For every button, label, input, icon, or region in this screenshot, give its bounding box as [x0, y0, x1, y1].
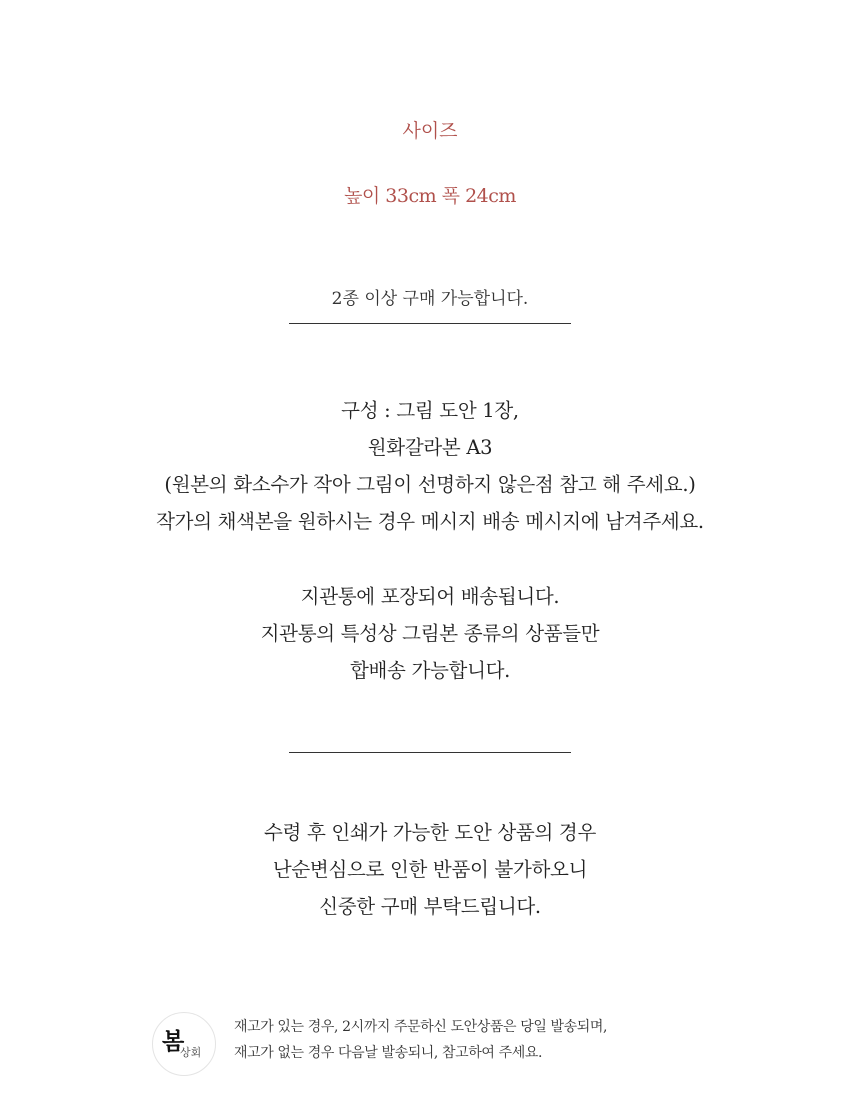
composition-line: 작가의 채색본을 원하시는 경우 메시지 배송 메시지에 남겨주세요.: [156, 510, 704, 533]
section-divider: [289, 752, 571, 753]
notice-line: 신중한 구매 부탁드립니다.: [319, 895, 541, 918]
logo-main-text: 봄: [162, 1029, 185, 1055]
shipping-footer: [152, 1012, 712, 1080]
packaging-section: [0, 578, 860, 689]
section-divider: [289, 323, 571, 324]
logo-sub-text: 상회: [180, 1046, 202, 1059]
packaging-line: 지관통의 특성상 그림본 종류의 상품들만: [260, 622, 600, 645]
notice-line: 난순변심으로 인한 반품이 불가하오니: [272, 858, 588, 881]
shipping-info-line: 재고가 없는 경우 다음날 발송되니, 참고하여 주세요.: [234, 1045, 543, 1061]
composition-line: 구성 : 그림 도안 1장,: [341, 399, 519, 422]
composition-line: (원본의 화소수가 작아 그림이 선명하지 않은점 참고 해 주세요.): [164, 473, 696, 496]
packaging-line: 합배송 가능합니다.: [349, 659, 511, 682]
shop-logo: [152, 1012, 216, 1076]
packaging-line: 지관통에 포장되어 배송됩니다.: [300, 585, 560, 608]
composition-line: 원화갈라본 A3: [367, 436, 493, 459]
min-order-notice: 2종 이상 구매 가능합니다.: [331, 289, 529, 309]
shipping-info-line: 재고가 있는 경우, 2시까지 주문하신 도안상품은 당일 발송되며,: [234, 1019, 608, 1035]
notice-line: 수령 후 인쇄가 가능한 도안 상품의 경우: [264, 821, 596, 844]
size-title: 사이즈: [402, 120, 458, 142]
size-value: 높이 33cm 폭 24cm: [344, 185, 516, 207]
shipping-info: [234, 1014, 607, 1066]
return-notice-section: [0, 814, 860, 925]
composition-section: [0, 392, 860, 540]
